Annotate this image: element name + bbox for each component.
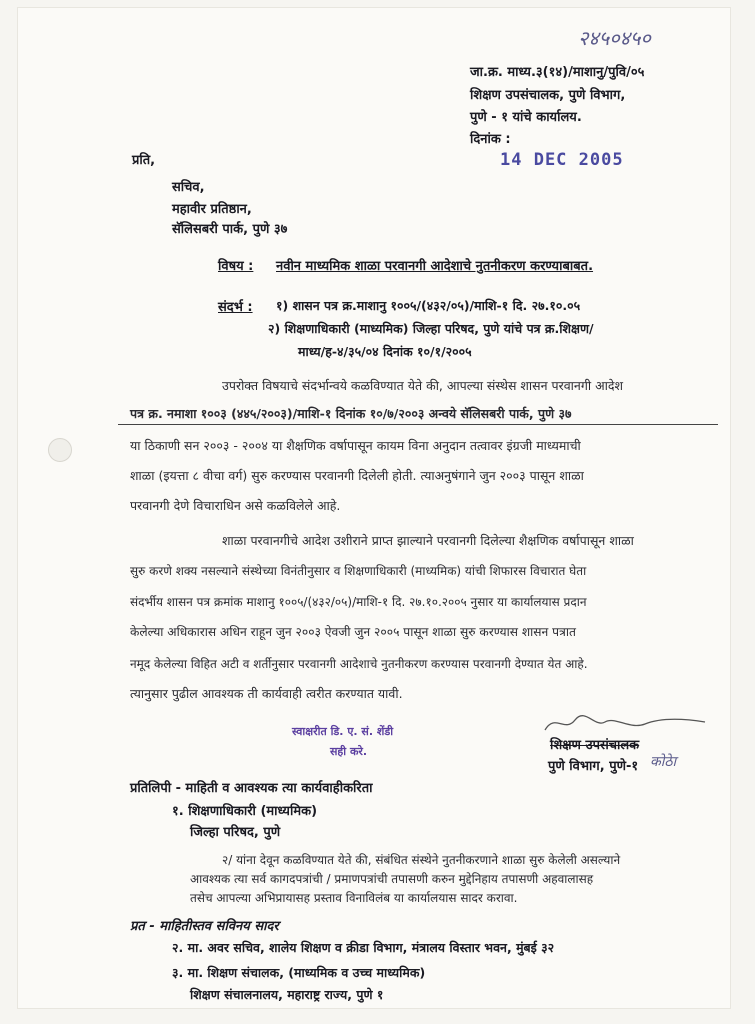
office-line-2: पुणे - १ यांचे कार्यालय. <box>470 110 582 125</box>
ref-number: जा.क्र. माध्य.३(१४)/माशानु/पुवि/०५ <box>470 65 645 80</box>
recipient-prati: प्रति, <box>132 153 156 168</box>
para1-line-4: शाळा (इयत्ता ८ वीचा वर्ग) सुरु करण्यास परवानगी दिलेली होती. त्याअनुषंगाने जुन २००३ पासून शाळा <box>130 468 584 483</box>
copy-para-line-1: २/ यांना देवून कळविण्यात येते की, संबंधित संस्थेने नुतनीकरणाने शाळा सुरु केलेली असल्याने <box>222 853 621 867</box>
para1-line-2: पत्र क्र. नमाशा १००३ (४४५/२००३)/माशि-१ दिनांक १०/७/२००३ अन्वये सॅलिसबरी पार्क, पुणे ३७ <box>130 406 572 421</box>
date-stamp: 14 DEC 2005 <box>500 150 624 170</box>
signature-stamp-line-1: स्वाक्षरीत डि. ए. सं. शेंडी <box>292 725 394 738</box>
prat-heading: प्रत - माहितीस्तव सविनय सादर <box>130 919 279 934</box>
para2-line-6: त्यानुसार पुढील आवश्यक ती कार्यवाही त्वरीत करण्यात यावी. <box>130 686 403 701</box>
copy-heading: प्रतिलिपी - माहिती व आवश्यक त्या कार्यवाहीकरिता <box>130 781 373 796</box>
signature-place: पुणे विभाग, पुणे-१ <box>548 759 639 774</box>
copy-item1-line2: जिल्हा परिषद, पुणे <box>190 825 281 840</box>
para1-line-3: या ठिकाणी सन २००३ - २००४ या शैक्षणिक वर्षापासून कायम विना अनुदान तत्वावर इंग्रजी माध्यमाची <box>130 438 581 453</box>
reference-line-1: १) शासन पत्र क्र.माशानु १००५/(४३२/०५)/माशि-१ दि. २७.१०.०५ <box>276 298 581 313</box>
para1-line-1: उपरोक्त विषयाचे संदर्भान्वये कळविण्यात येते की, आपल्या संस्थेस शासन परवानगी आदेश <box>222 378 623 393</box>
recipient-line-1: सचिव, <box>172 180 205 195</box>
prat-item2: २. मा. अवर सचिव, शालेय शिक्षण व क्रीडा विभाग, मंत्रालय विस्तार भवन, मुंबई ३२ <box>172 940 555 955</box>
prat-item3-line2: शिक्षण संचालनालय, महाराष्ट्र राज्य, पुणे १ <box>190 987 384 1002</box>
para2-line-4: केलेल्या अधिकारास अधिन राहून जुन २००३ ऐवजी जुन २००५ पासून शाळा सुरु करण्यास शासन पत्रात <box>130 625 576 639</box>
recipient-line-3: सॅलिसबरी पार्क, पुणे ३७ <box>172 222 288 237</box>
punch-hole <box>48 438 72 462</box>
reference-line-2: २) शिक्षणाधिकारी (माध्यमिक) जिल्हा परिषद, पुणे यांचे पत्र क्र.शिक्षण/ <box>268 321 594 336</box>
copy-para-line-3: तसेच आपल्या अभिप्रायासह प्रस्ताव विनाविलंब या कार्यालयास सादर करावा. <box>190 891 518 905</box>
subject-label: विषय : <box>218 259 254 274</box>
para2-line-2: सुरु करणे शक्य नसल्याने संस्थेच्या विनंतीनुसार व शिक्षणाधिकारी (माध्यमिक) यांची शिफारस विचारात घेता <box>130 564 587 578</box>
reference-label: संदर्भ : <box>218 300 253 315</box>
signature-handwritten-place: कोठेा <box>650 754 677 770</box>
recipient-line-2: महावीर प्रतिष्ठान, <box>172 202 252 217</box>
signature-stamp-line-2: सही करे. <box>330 745 368 758</box>
copy-item1-line1: १. शिक्षणाधिकारी (माध्यमिक) <box>172 804 318 819</box>
para2-line-3: संदर्भीय शासन पत्र क्रमांक माशानु १००५/(४३२/०५)/माशि-१ दि. २७.१०.२००५ नुसार या कार्यालयास प्रदान <box>130 595 587 609</box>
underline-rule <box>118 424 718 425</box>
signature-scribble <box>540 708 710 738</box>
subject-text: नवीन माध्यमिक शाळा परवानगी आदेशाचे नुतनीकरण करण्याबाबत. <box>276 259 594 274</box>
handwritten-number: २४५०४५० <box>578 26 651 50</box>
date-label: दिनांक : <box>470 132 511 147</box>
copy-para-line-2: आवश्यक त्या सर्व कागदपत्रांची / प्रमाणपत्रांची तपासणी करुन मुद्देनिहाय तपासणी अहवालासह <box>190 872 594 886</box>
prat-item3-line1: ३. मा. शिक्षण संचालक, (माध्यमिक व उच्च माध्यमिक) <box>172 965 426 980</box>
reference-line-3: माध्य/ह-४/३५/०४ दिनांक १०/१/२००५ <box>298 344 472 359</box>
para2-line-5: नमूद केलेल्या विहित अटी व शर्तीनुसार परवानगी आदेशाचे नुतनीकरण करण्यास परवानगी देण्यात येत आहे. <box>130 657 588 671</box>
para1-line-5: परवानगी देणे विचाराधिन असे कळविलेले आहे. <box>130 498 341 513</box>
office-line-1: शिक्षण उपसंचालक, पुणे विभाग, <box>470 88 626 103</box>
signature-designation: शिक्षण उपसंचालक <box>550 738 640 753</box>
para2-line-1: शाळा परवानगीचे आदेश उशीराने प्राप्त झाल्याने परवानगी दिलेल्या शैक्षणिक वर्षापासून शाळा <box>222 533 634 548</box>
